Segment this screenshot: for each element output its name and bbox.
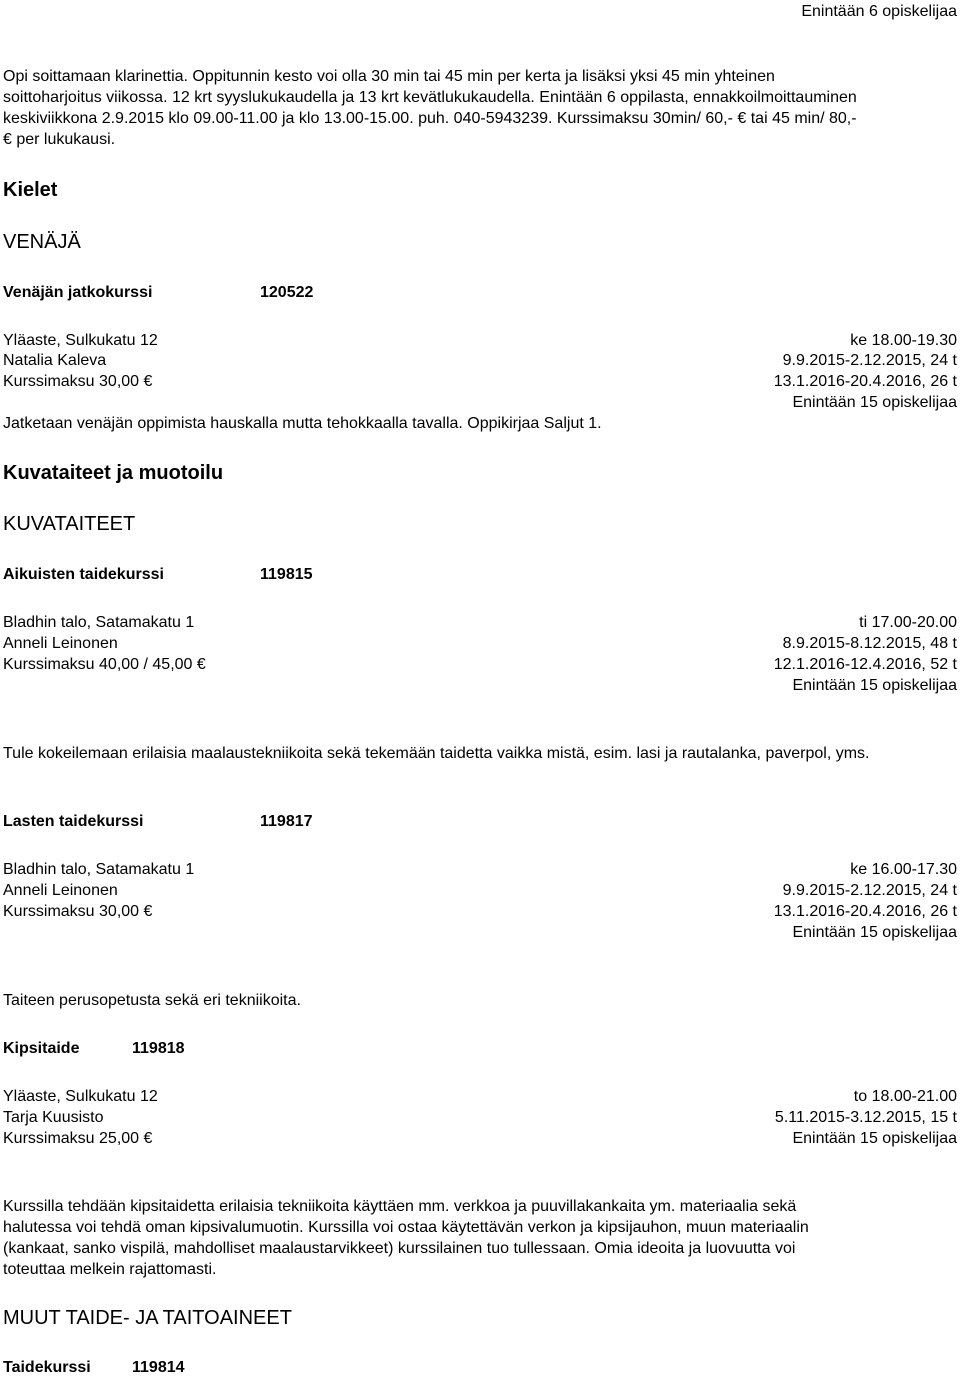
- course-place: Bladhin talo, Satamakatu 1: [3, 861, 195, 878]
- course-time: ke 18.00-19.30: [850, 332, 957, 349]
- course-max: Enintään 15 opiskelijaa: [792, 394, 957, 411]
- course-fee: Kurssimaksu 25,00 €: [3, 1130, 153, 1147]
- course-title: Venäjän jatkokurssi: [3, 284, 153, 301]
- course-teacher: Tarja Kuusisto: [3, 1109, 104, 1126]
- course-code: 119818: [132, 1040, 185, 1057]
- course-spring-dates: 13.1.2016-20.4.2016, 26 t: [773, 373, 957, 390]
- course-teacher: Anneli Leinonen: [3, 882, 118, 899]
- section-heading-kielet: Kielet: [3, 179, 58, 201]
- text-line: soittoharjoitus viikossa. 12 krt syyslukukaudella ja 13 krt kevätlukukaudella. Enintään 6 oppilasta, ennakkoilmoittauminen: [3, 89, 857, 106]
- course-place: Yläaste, Sulkukatu 12: [3, 332, 158, 349]
- text-line: Kurssilla tehdään kipsitaidetta erilaisia tekniikoita käyttäen mm. verkkoa ja puuvillakankaita ym. materiaalia sekä: [3, 1198, 797, 1215]
- course-spring-dates: 13.1.2016-20.4.2016, 26 t: [773, 903, 957, 920]
- max-participants-top: Enintään 6 opiskelijaa: [801, 3, 957, 20]
- course-place: Yläaste, Sulkukatu 12: [3, 1088, 158, 1105]
- course-description: Taiteen perusopetusta sekä eri tekniikoita.: [3, 992, 301, 1009]
- course-title: Kipsitaide: [3, 1040, 80, 1057]
- course-code: 119814: [132, 1359, 185, 1376]
- course-autumn-dates: 8.9.2015-8.12.2015, 48 t: [782, 635, 957, 652]
- course-max: Enintään 15 opiskelijaa: [792, 1130, 957, 1147]
- course-code: 119815: [260, 566, 313, 583]
- course-max: Enintään 15 opiskelijaa: [792, 677, 957, 694]
- text-line: keskiviikkona 2.9.2015 klo 09.00-11.00 ja klo 13.00-15.00. puh. 040-5943239. Kurssimaksu 30min/ 60,- € tai 45 min/ 80,-: [3, 110, 857, 127]
- course-title: Taidekurssi: [3, 1359, 91, 1376]
- course-autumn-dates: 9.9.2015-2.12.2015, 24 t: [782, 882, 957, 899]
- text-line: (kankaat, sanko vispilä, mahdolliset maalaustarvikkeet) kurssilainen tuo tullessaan. Omia ideoita ja luovuutta voi: [3, 1240, 796, 1257]
- course-autumn-dates: 9.9.2015-2.12.2015, 24 t: [782, 352, 957, 369]
- course-title: Aikuisten taidekurssi: [3, 566, 164, 583]
- course-time: ti 17.00-20.00: [859, 614, 957, 631]
- text-line: halutessa voi tehdä oman kipsivalumuotin. Kurssilla voi ostaa käytettävän verkon ja kipsijauhon, muun materiaalin: [3, 1219, 809, 1236]
- course-spring-dates: 12.1.2016-12.4.2016, 52 t: [773, 656, 957, 673]
- course-time: ke 16.00-17.30: [850, 861, 957, 878]
- text-line: € per lukukausi.: [3, 131, 116, 148]
- course-teacher: Anneli Leinonen: [3, 635, 118, 652]
- course-code: 120522: [260, 284, 314, 301]
- course-description: Tule kokeilemaan erilaisia maalaustekniikoita sekä tekemään taidetta vaikka mistä, esim. lasi ja rautalanka, paverpol, yms.: [3, 745, 870, 762]
- text-line: toteuttaa melkein rajattomasti.: [3, 1261, 217, 1278]
- course-place: Bladhin talo, Satamakatu 1: [3, 614, 195, 631]
- course-autumn-dates: 5.11.2015-3.12.2015, 15 t: [774, 1109, 957, 1126]
- subsection-heading-venaja: VENÄJÄ: [3, 231, 81, 253]
- course-time: to 18.00-21.00: [853, 1088, 957, 1105]
- subsection-heading-muut: MUUT TAIDE- JA TAITOAINEET: [3, 1307, 292, 1329]
- course-fee: Kurssimaksu 30,00 €: [3, 903, 153, 920]
- course-max: Enintään 15 opiskelijaa: [792, 924, 957, 941]
- subsection-heading-kuvataiteet: KUVATAITEET: [3, 513, 136, 535]
- course-description: Jatketaan venäjän oppimista hauskalla mutta tehokkaalla tavalla. Oppikirjaa Saljut 1.: [3, 415, 602, 432]
- course-code: 119817: [260, 813, 313, 830]
- course-fee: Kurssimaksu 40,00 / 45,00 €: [3, 656, 206, 673]
- course-fee: Kurssimaksu 30,00 €: [3, 373, 153, 390]
- course-title: Lasten taidekurssi: [3, 813, 144, 830]
- text-line: Opi soittamaan klarinettia. Oppitunnin kesto voi olla 30 min tai 45 min per kerta ja lisäksi yksi 45 min yhteinen: [3, 68, 775, 85]
- course-teacher: Natalia Kaleva: [3, 352, 107, 369]
- section-heading-kuvataiteet-muotoilu: Kuvataiteet ja muotoilu: [3, 462, 224, 484]
